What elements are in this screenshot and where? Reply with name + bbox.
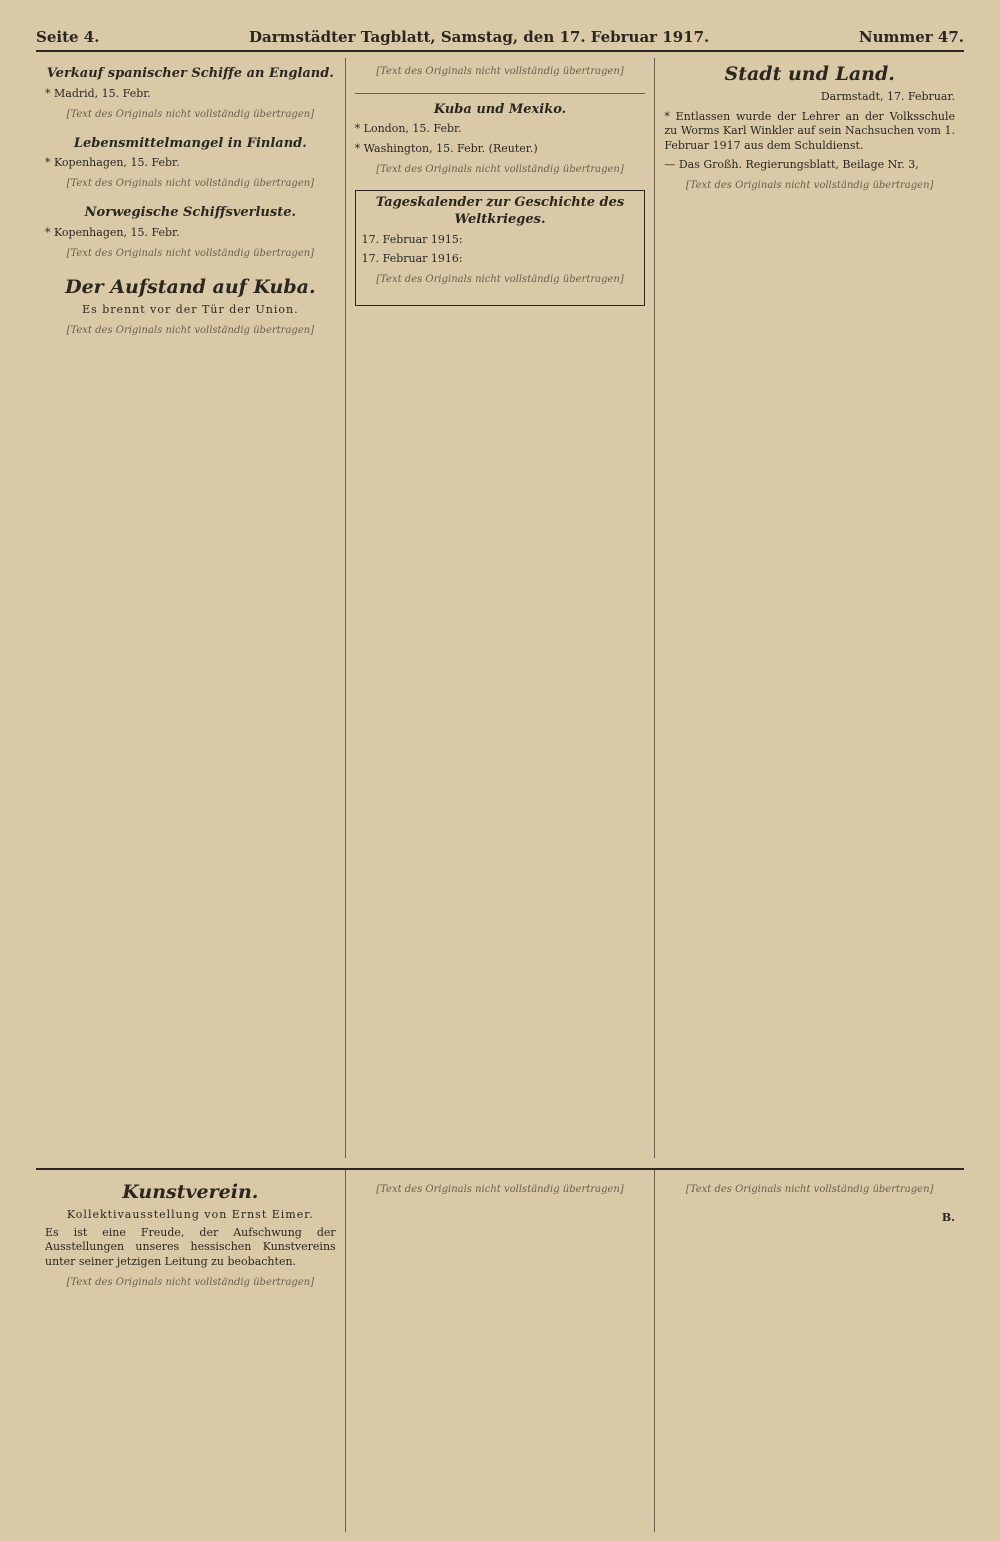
headline-finland: Lebensmittelmangel in Finland. [73, 135, 307, 151]
omission-note: [Text des Originals nicht vollständig übertragen] [66, 247, 315, 259]
upper-columns [36, 58, 964, 1158]
omission-note: [Text des Originals nicht vollständig übertragen] [66, 1276, 315, 1288]
calendar-entry-1915: 17. Februar 1915: [361, 232, 463, 246]
column-3 [655, 58, 964, 1158]
omission-note: [Text des Originals nicht vollständig übertragen] [66, 178, 315, 190]
omission-note: [Text des Originals nicht vollständig übertragen] [685, 179, 934, 191]
omission-note: [Text des Originals nicht vollständig übertragen] [66, 324, 315, 336]
headline-kunstverein: Kunstverein. [122, 1181, 259, 1203]
kunstverein-column-3 [655, 1170, 964, 1532]
subheadline-kunstverein: Kollektivausstellung von Ernst Eimer. [66, 1208, 314, 1222]
headline-kuba-uprising: Der Aufstand auf Kuba. [65, 275, 316, 298]
author-signature: B. [941, 1210, 956, 1224]
page-number: Seite 4. [36, 28, 100, 46]
dateline: Darmstadt, 17. Februar. [820, 90, 956, 104]
article-norwegian-losses: * Kopenhagen, 15. Febr. [45, 225, 180, 239]
lower-section-kunstverein [36, 1168, 964, 1532]
calendar-entry-1916: 17. Februar 1916: [361, 251, 463, 265]
article-london: * London, 15. Febr. [354, 122, 462, 136]
omission-note: [Text des Originals nicht vollständig übertragen] [376, 273, 624, 285]
omission-note: [Text des Originals nicht vollständig übertragen] [376, 66, 624, 77]
article-spanish-ships: * Madrid, 15. Febr. [45, 86, 151, 100]
masthead [36, 28, 964, 52]
headline-stadt-und-land: Stadt und Land. [724, 63, 895, 85]
war-calendar-box [355, 190, 646, 305]
column-2 [346, 58, 656, 1158]
headline-kuba-mexiko: Kuba und Mexiko. [433, 101, 567, 117]
kunstverein-paragraph-1: Es ist eine Freude, der Aufschwung der Ausstellungen unseres hessischen Kunstvereins unter seiner jetzigen Leitung zu beobachten. [45, 1226, 336, 1268]
headline-war-calendar: Tageskalender zur Geschichte des Weltkrieges. [375, 195, 625, 227]
local-news-2: — Das Großh. Regierungsblatt, Beilage Nr. 3, [664, 157, 919, 171]
issue-number: Nummer 47. [858, 28, 964, 46]
local-news-1: * Entlassen wurde der Lehrer an der Volksschule zu Worms Karl Winkler auf sein Nachsuchen vom 1. Februar 1917 aus dem Schuldienst. [664, 110, 956, 152]
omission-note: [Text des Originals nicht vollständig übertragen] [376, 1184, 624, 1195]
kunstverein-column-2 [346, 1170, 656, 1532]
section-divider [355, 93, 646, 94]
kunstverein-column-1 [36, 1170, 346, 1532]
newspaper-title: Darmstädter Tagblatt, Samstag, den 17. Februar 1917. [249, 28, 710, 46]
subheadline-kuba-uprising: Es brennt vor der Tür der Union. [82, 302, 299, 316]
omission-note: [Text des Originals nicht vollständig übertragen] [376, 163, 624, 175]
headline-spanish-ships: Verkauf spanischer Schiffe an England. [46, 66, 334, 81]
article-washington: * Washington, 15. Febr. (Reuter.) [354, 141, 538, 155]
headline-norwegian-losses: Norwegische Schiffsverluste. [84, 205, 296, 220]
omission-note: [Text des Originals nicht vollständig übertragen] [685, 1184, 934, 1195]
omission-note: [Text des Originals nicht vollständig übertragen] [66, 108, 315, 120]
article-finland: * Kopenhagen, 15. Febr. [45, 156, 180, 170]
column-1 [36, 58, 346, 1158]
